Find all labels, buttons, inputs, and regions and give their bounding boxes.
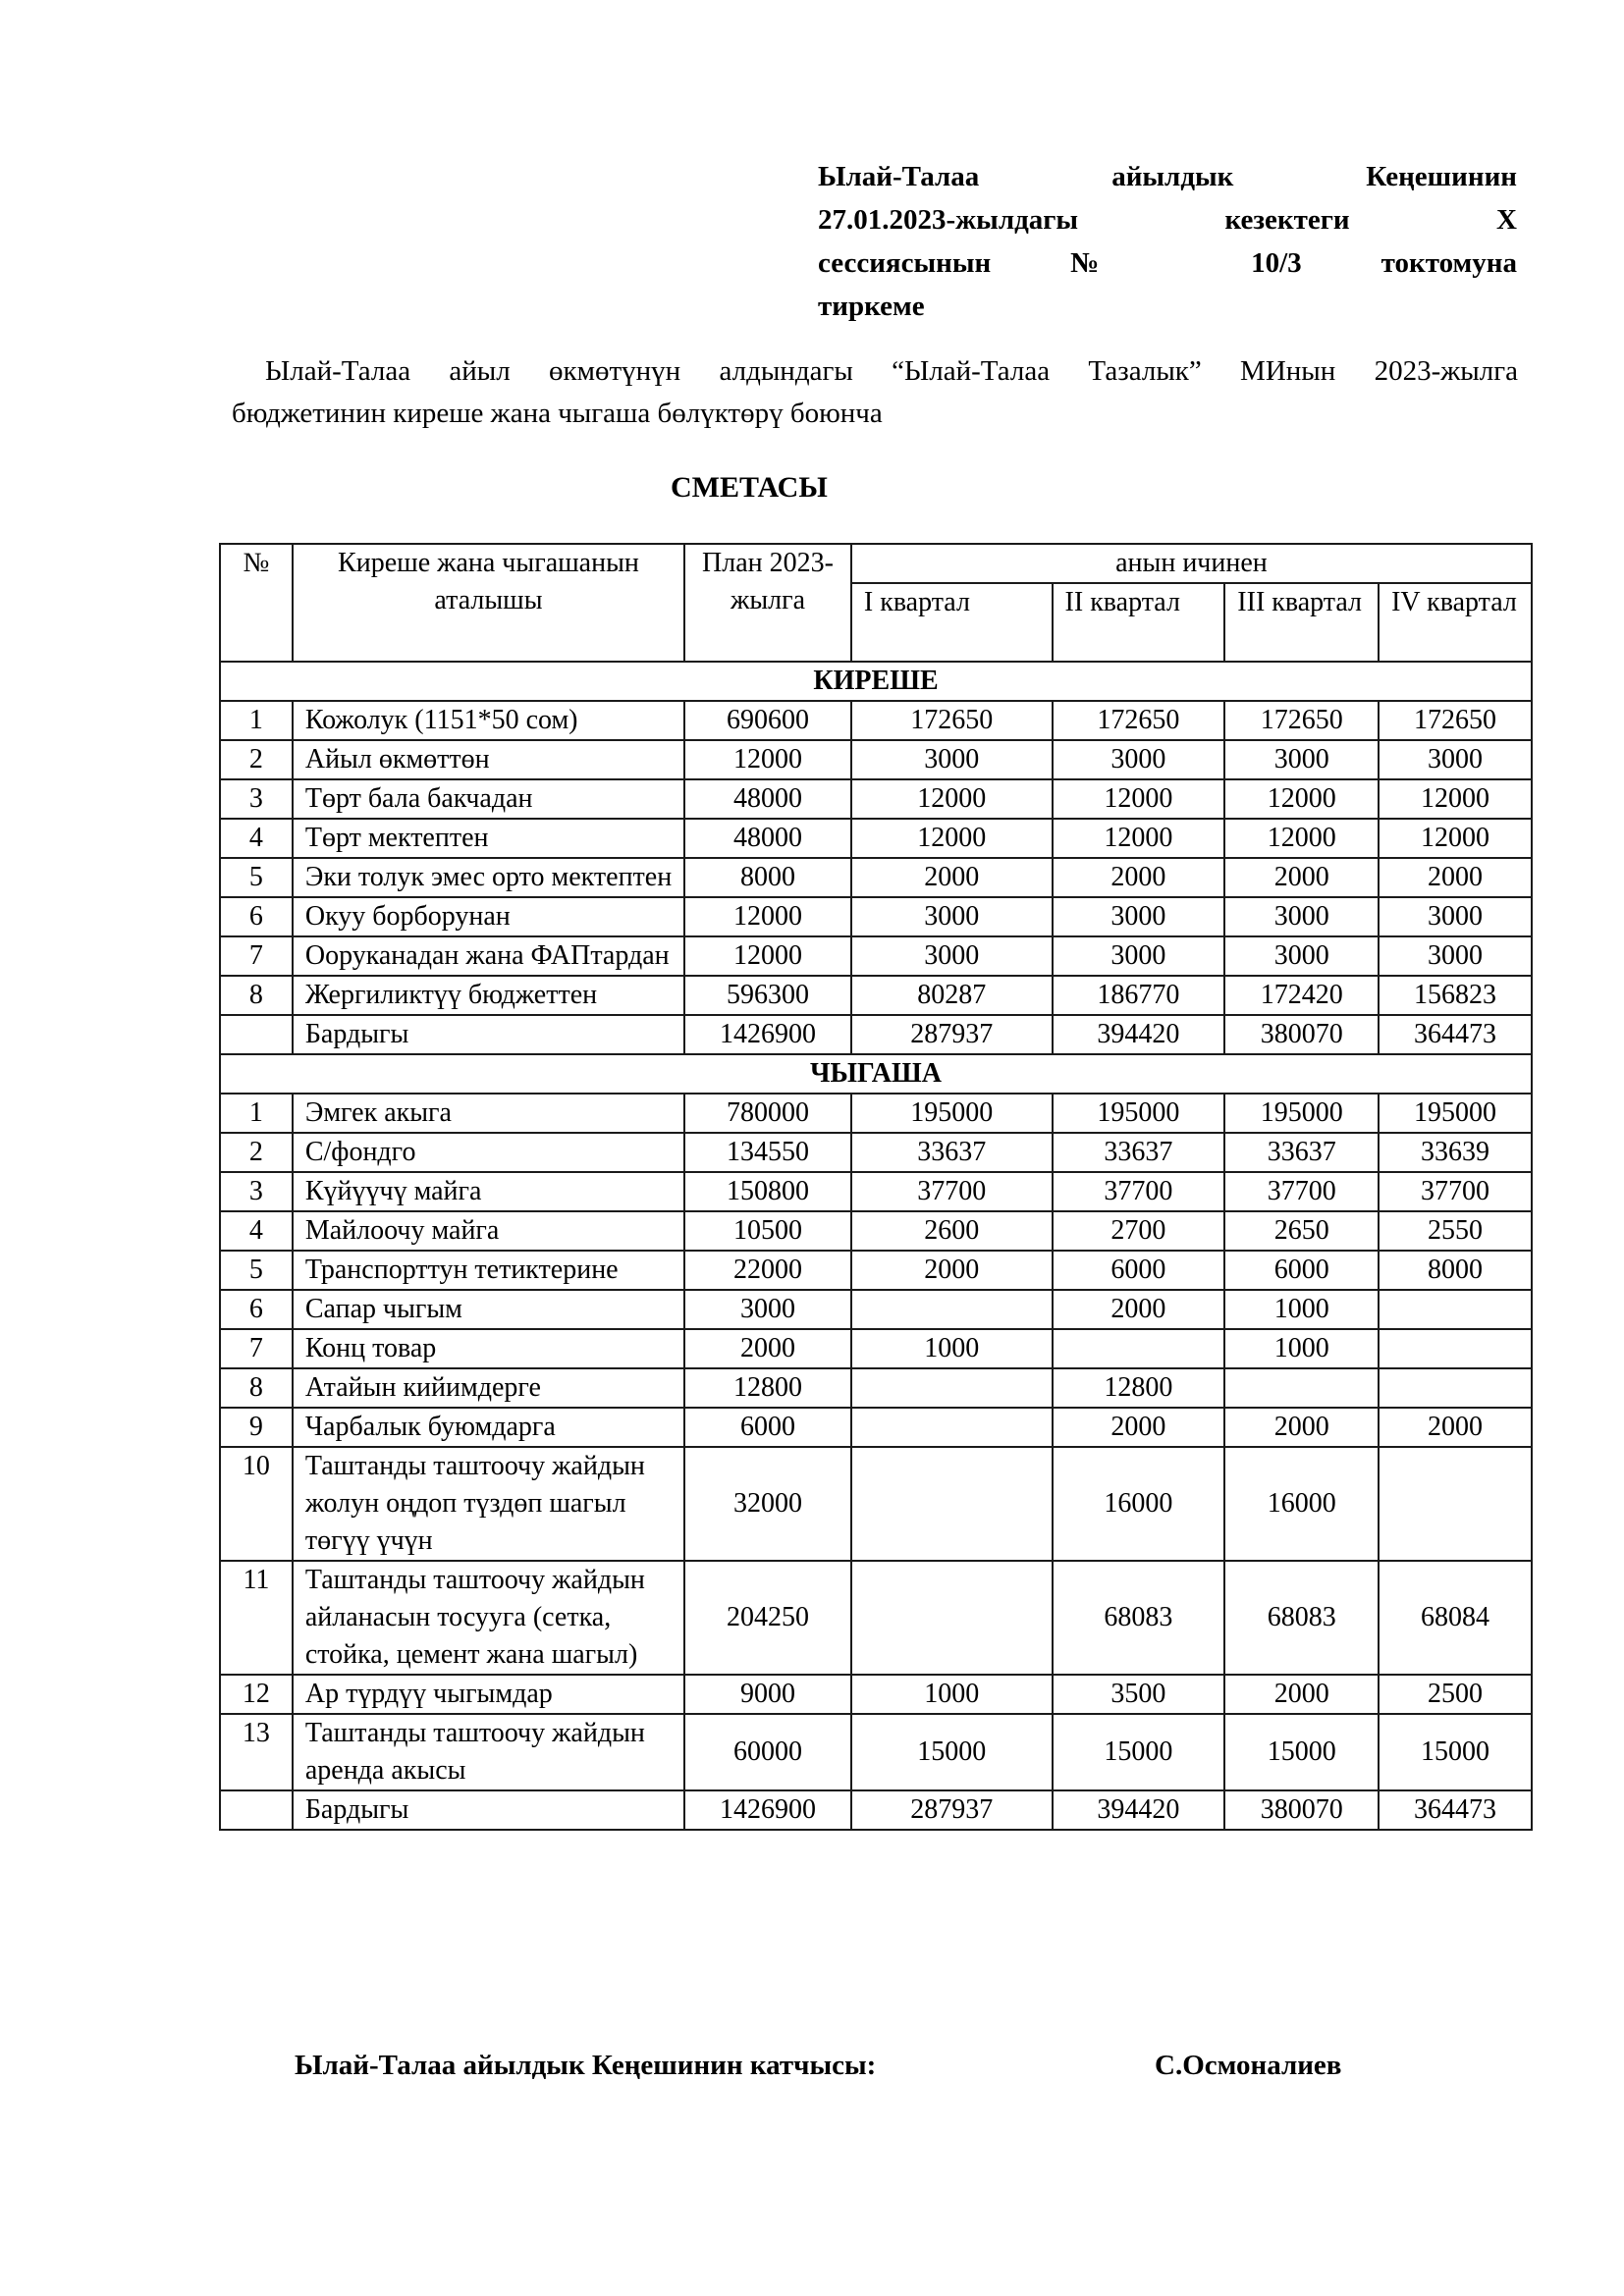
row-name: Айыл өкмөттөн [293,740,684,779]
total-q4: 364473 [1379,1790,1532,1830]
row-name: Таштанды таштоочу жайдын аренда акысы [293,1714,684,1790]
row-q4: 12000 [1379,819,1532,858]
row-q4 [1379,1290,1532,1329]
header-q3: III квартал [1224,583,1379,662]
row-q2: 12000 [1053,779,1225,819]
row-q1: 33637 [851,1133,1053,1172]
row-plan: 8000 [684,858,851,897]
expense-total-row [220,1790,1532,1830]
attachment-line: Ылай-Талаа айылдык Кеңешинин [818,161,1517,192]
intro-paragraph [232,350,1518,435]
row-name: Төрт бала бакчадан [293,779,684,819]
row-name: Таштанды таштоочу жайдын жолун оңдоп түздөп шагыл төгүү үчүн [293,1447,684,1561]
intro-line: Ылай-Талаа айыл өкмөтүнүн алдындагы “Ылай-Талаа Тазалык” МИнын 2023-жылга [265,355,1518,387]
row-plan: 48000 [684,819,851,858]
row-name: Ооруканадан жана ФАПтардан [293,936,684,976]
row-number: 4 [220,1211,293,1251]
row-q2: 16000 [1053,1447,1225,1561]
row-q2: 195000 [1053,1094,1225,1133]
row-q3: 2650 [1224,1211,1379,1251]
table-row [220,779,1532,819]
total-plan: 1426900 [684,1790,851,1830]
row-plan: 12000 [684,897,851,936]
row-number: 2 [220,1133,293,1172]
row-number: 1 [220,701,293,740]
total-q3: 380070 [1224,1015,1379,1054]
row-plan: 12800 [684,1368,851,1408]
header-no: № [220,544,293,662]
row-q1: 37700 [851,1172,1053,1211]
row-q3: 16000 [1224,1447,1379,1561]
document-title: СМЕТАСЫ [671,471,828,504]
row-number: 11 [220,1561,293,1675]
row-q3: 2000 [1224,858,1379,897]
row-q1: 172650 [851,701,1053,740]
total-q1: 287937 [851,1790,1053,1830]
table-row [220,701,1532,740]
table-row [220,1094,1532,1133]
row-plan: 12000 [684,936,851,976]
row-number: 7 [220,1329,293,1368]
row-q3: 3000 [1224,897,1379,936]
row-q2: 3000 [1053,897,1225,936]
row-q2: 3000 [1053,936,1225,976]
row-q4: 2500 [1379,1675,1532,1714]
row-number: 12 [220,1675,293,1714]
table-row [220,976,1532,1015]
income-section-row [220,662,1532,701]
row-q4 [1379,1447,1532,1561]
row-q4: 33639 [1379,1133,1532,1172]
row-q2: 33637 [1053,1133,1225,1172]
row-q4: 2000 [1379,858,1532,897]
row-number: 4 [220,819,293,858]
table-row [220,1133,1532,1172]
row-q3 [1224,1368,1379,1408]
row-number: 10 [220,1447,293,1561]
row-name: Конц товар [293,1329,684,1368]
total-q3: 380070 [1224,1790,1379,1830]
table-row [220,1368,1532,1408]
attachment-line: 27.01.2023-жылдагы кезектеги X [818,204,1517,236]
intro-line: бюджетинин киреше жана чыгаша бөлүктөрү боюнча [232,398,883,429]
row-plan: 596300 [684,976,851,1015]
row-q3: 68083 [1224,1561,1379,1675]
row-plan: 32000 [684,1447,851,1561]
row-q3: 1000 [1224,1290,1379,1329]
row-name: Таштанды таштоочу жайдын айланасын тосууга (сетка, стойка, цемент жана шагыл) [293,1561,684,1675]
row-plan: 2000 [684,1329,851,1368]
row-q1: 2600 [851,1211,1053,1251]
row-q4: 2550 [1379,1211,1532,1251]
row-q3: 12000 [1224,819,1379,858]
row-number: 1 [220,1094,293,1133]
row-q3: 12000 [1224,779,1379,819]
row-q2: 2700 [1053,1211,1225,1251]
row-q1: 1000 [851,1675,1053,1714]
header-row [220,544,1532,583]
row-number: 7 [220,936,293,976]
table-row [220,1408,1532,1447]
row-name: Кожолук (1151*50 сом) [293,701,684,740]
row-name: Ар түрдүү чыгымдар [293,1675,684,1714]
row-plan: 150800 [684,1172,851,1211]
row-plan: 134550 [684,1133,851,1172]
header-plan: План 2023-жылга [684,544,851,662]
row-q2: 3500 [1053,1675,1225,1714]
row-plan: 22000 [684,1251,851,1290]
row-q3: 2000 [1224,1408,1379,1447]
row-number: 9 [220,1408,293,1447]
table-row [220,897,1532,936]
row-q2: 2000 [1053,858,1225,897]
header-group: анын ичинен [851,544,1532,583]
attachment-line: тиркеме [818,291,925,322]
row-q3: 37700 [1224,1172,1379,1211]
row-q2: 37700 [1053,1172,1225,1211]
row-q4 [1379,1329,1532,1368]
row-q1: 12000 [851,819,1053,858]
row-name: Эки толук эмес орто мектептен [293,858,684,897]
row-q1 [851,1447,1053,1561]
row-q1: 12000 [851,779,1053,819]
row-q1: 195000 [851,1094,1053,1133]
total-number [220,1790,293,1830]
row-plan: 780000 [684,1094,851,1133]
row-q1: 2000 [851,858,1053,897]
attachment-line: сессиясынын № 10/3 токтомуна [818,247,1517,279]
row-q1 [851,1408,1053,1447]
row-q3: 172420 [1224,976,1379,1015]
row-q3: 6000 [1224,1251,1379,1290]
row-q3: 3000 [1224,740,1379,779]
row-name: Жергиликтүү бюджеттен [293,976,684,1015]
table-row [220,936,1532,976]
signature-name: С.Осмоналиев [1155,2050,1342,2081]
row-q4: 12000 [1379,779,1532,819]
row-q2: 186770 [1053,976,1225,1015]
table-row [220,1329,1532,1368]
row-number: 6 [220,1290,293,1329]
total-q2: 394420 [1053,1015,1225,1054]
row-name: Майлоочу майга [293,1211,684,1251]
table-row [220,858,1532,897]
expense-section-row [220,1054,1532,1094]
header-q1: I квартал [851,583,1053,662]
total-q4: 364473 [1379,1015,1532,1054]
table-row [220,819,1532,858]
row-plan: 690600 [684,701,851,740]
row-q4: 8000 [1379,1251,1532,1290]
row-name: Күйүүчү майга [293,1172,684,1211]
row-q2: 15000 [1053,1714,1225,1790]
row-plan: 48000 [684,779,851,819]
row-q4: 195000 [1379,1094,1532,1133]
signature-role: Ылай-Талаа айылдык Кеңешинин катчысы: [295,2050,877,2081]
header-q4: IV квартал [1379,583,1532,662]
row-q2 [1053,1329,1225,1368]
budget-table [219,543,1533,1831]
row-plan: 204250 [684,1561,851,1675]
row-number: 6 [220,897,293,936]
row-q4 [1379,1368,1532,1408]
row-q4: 37700 [1379,1172,1532,1211]
row-q4: 3000 [1379,936,1532,976]
row-q3: 1000 [1224,1329,1379,1368]
row-q3: 15000 [1224,1714,1379,1790]
row-q2: 12800 [1053,1368,1225,1408]
row-q4: 68084 [1379,1561,1532,1675]
table-row [220,1714,1532,1790]
row-q3: 2000 [1224,1675,1379,1714]
table-row [220,740,1532,779]
row-number: 13 [220,1714,293,1790]
table-row [220,1447,1532,1561]
row-q3: 172650 [1224,701,1379,740]
row-q4: 2000 [1379,1408,1532,1447]
row-number: 5 [220,858,293,897]
row-q1: 3000 [851,897,1053,936]
income-total-row [220,1015,1532,1054]
row-q4: 3000 [1379,740,1532,779]
row-name: Эмгек акыга [293,1094,684,1133]
attachment-note [818,155,1517,328]
row-plan: 9000 [684,1675,851,1714]
row-q1: 80287 [851,976,1053,1015]
table-row [220,1211,1532,1251]
row-q3: 195000 [1224,1094,1379,1133]
row-q1: 3000 [851,740,1053,779]
row-plan: 6000 [684,1408,851,1447]
row-q3: 3000 [1224,936,1379,976]
row-q1: 2000 [851,1251,1053,1290]
row-plan: 60000 [684,1714,851,1790]
row-number: 8 [220,976,293,1015]
row-q1: 3000 [851,936,1053,976]
header-name: Киреше жана чыгашанын аталышы [293,544,684,662]
total-label: Бардыгы [293,1015,684,1054]
table-row [220,1675,1532,1714]
row-name: Сапар чыгым [293,1290,684,1329]
total-label: Бардыгы [293,1790,684,1830]
table-row [220,1290,1532,1329]
total-q2: 394420 [1053,1790,1225,1830]
row-q4: 3000 [1379,897,1532,936]
table-row [220,1561,1532,1675]
row-number: 5 [220,1251,293,1290]
row-q1 [851,1368,1053,1408]
row-q4: 15000 [1379,1714,1532,1790]
row-plan: 3000 [684,1290,851,1329]
row-name: Атайын кийимдерге [293,1368,684,1408]
total-plan: 1426900 [684,1015,851,1054]
table-row [220,1251,1532,1290]
row-plan: 12000 [684,740,851,779]
row-number: 2 [220,740,293,779]
row-q2: 12000 [1053,819,1225,858]
row-q1: 1000 [851,1329,1053,1368]
row-q2: 3000 [1053,740,1225,779]
row-plan: 10500 [684,1211,851,1251]
row-q2: 2000 [1053,1408,1225,1447]
header-q2: II квартал [1053,583,1225,662]
row-q2: 2000 [1053,1290,1225,1329]
total-q1: 287937 [851,1015,1053,1054]
row-q1: 15000 [851,1714,1053,1790]
row-name: Окуу борборунан [293,897,684,936]
row-q4: 172650 [1379,701,1532,740]
table-row [220,1172,1532,1211]
row-name: Төрт мектептен [293,819,684,858]
table-body [220,662,1532,1830]
row-q2: 6000 [1053,1251,1225,1290]
row-name: Чарбалык буюмдарга [293,1408,684,1447]
income-section-label: КИРЕШЕ [220,662,1532,701]
row-name: С/фондго [293,1133,684,1172]
row-number: 3 [220,779,293,819]
row-q2: 68083 [1053,1561,1225,1675]
row-number: 3 [220,1172,293,1211]
row-q1 [851,1561,1053,1675]
row-number: 8 [220,1368,293,1408]
total-number [220,1015,293,1054]
expense-section-label: ЧЫГАША [220,1054,1532,1094]
row-q2: 172650 [1053,701,1225,740]
row-q1 [851,1290,1053,1329]
row-name: Транспорттун тетиктерине [293,1251,684,1290]
row-q3: 33637 [1224,1133,1379,1172]
row-q4: 156823 [1379,976,1532,1015]
